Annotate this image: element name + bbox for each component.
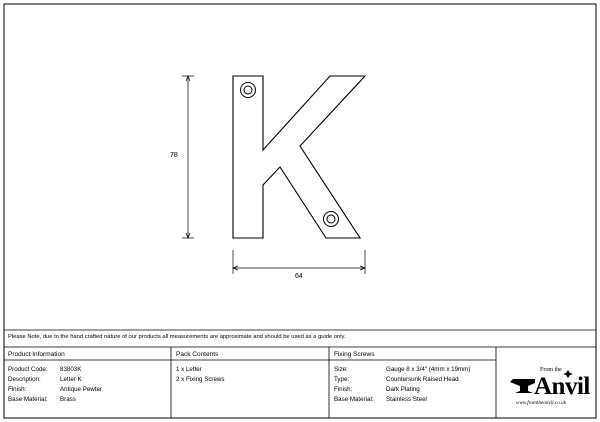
- brand-from-text: From the: [540, 367, 562, 373]
- screw-material-label: Base Material:: [334, 396, 374, 403]
- fixing-screws-header: Fixing Screws: [334, 351, 375, 358]
- width-dimension-label: 64: [295, 273, 303, 280]
- screw-hole-bottom: [324, 212, 339, 227]
- screw-type-value: Countersunk Raised Head: [386, 376, 459, 383]
- screw-size-label: Size:: [334, 366, 348, 373]
- description-label: Description:: [8, 376, 41, 383]
- description-value: Letter K: [60, 376, 82, 383]
- brand-name: Anvil: [534, 373, 590, 400]
- pack-item: 2 x Fixing Screws: [176, 376, 225, 383]
- pack-contents-header: Pack Contents: [176, 351, 219, 358]
- screw-type-label: Type:: [334, 376, 350, 383]
- product-info-header: Product Information: [8, 351, 65, 358]
- title-block-grid: [4, 330, 596, 418]
- screw-finish-value: Dark Plating: [386, 386, 420, 393]
- height-dimension-label: 78: [170, 152, 178, 159]
- brand-url: www.fromtheanvil.co.uk: [516, 400, 566, 406]
- letter-k-outline: [233, 76, 365, 238]
- base-material-value: Brass: [60, 396, 76, 403]
- screw-material-value: Stainless Steel: [386, 396, 427, 403]
- screw-finish-label: Finish:: [334, 386, 353, 393]
- finish-value: Antique Pewter: [60, 386, 102, 393]
- height-dimension-line: [182, 76, 194, 238]
- finish-label: Finish:: [8, 386, 27, 393]
- product-code-value: 83803K: [60, 366, 82, 373]
- sheet-border: [4, 4, 596, 418]
- base-material-label: Base Material:: [8, 396, 48, 403]
- product-code-label: Product Code:: [8, 366, 48, 373]
- width-dimension-line: [233, 250, 365, 274]
- screw-size-value: Gauge 8 x 3/4" (4mm x 19mm): [386, 366, 471, 373]
- pack-item: 1 x Letter: [176, 366, 202, 373]
- disclaimer-note: Please Note, due to the hand crafted nature of our products all measurements are approximate and should be used as a guide only.: [8, 334, 346, 340]
- screw-hole-top: [241, 83, 256, 98]
